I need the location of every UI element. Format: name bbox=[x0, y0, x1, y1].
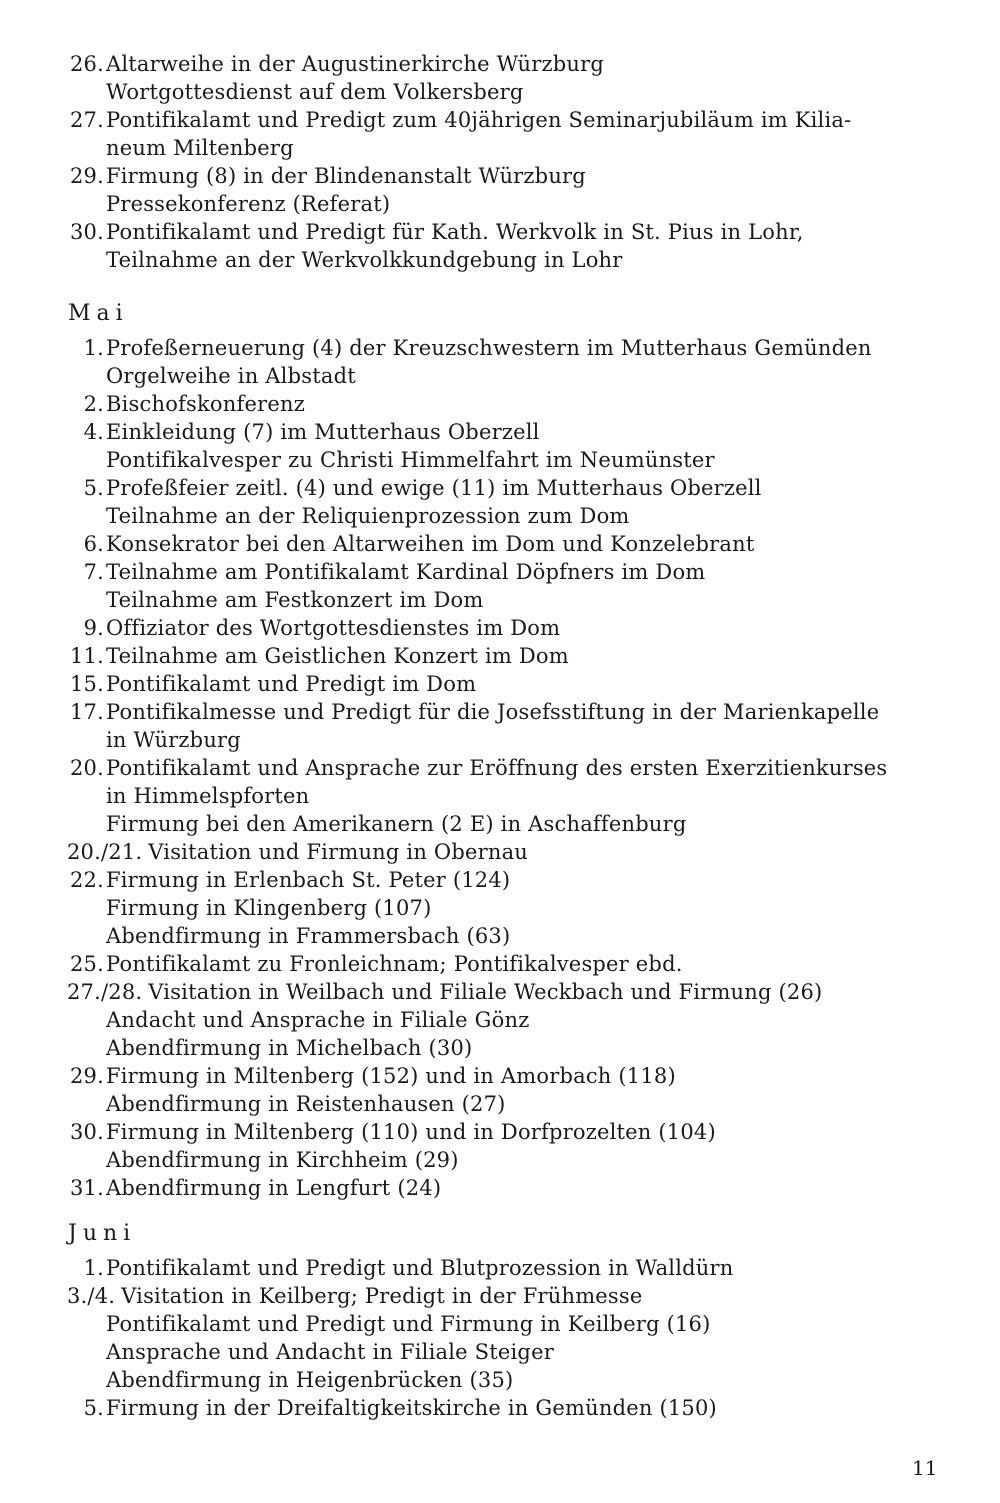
entry-date: 31. bbox=[70, 1176, 104, 1200]
entry-text: Profeßfeier zeitl. (4) und ewige (11) im Mutterhaus Oberzell bbox=[106, 476, 762, 500]
entry-text: Profeßerneuerung (4) der Kreuzschwestern im Mutterhaus Gemünden bbox=[106, 336, 872, 360]
entry-text: Orgelweihe in Albstadt bbox=[106, 364, 356, 388]
entry-date: 11. bbox=[70, 644, 104, 668]
entry-text: Einkleidung (7) im Mutterhaus Oberzell bbox=[106, 420, 540, 444]
list-item bbox=[62, 558, 942, 614]
entry-date: 1. bbox=[83, 1256, 104, 1280]
list-item bbox=[62, 1174, 942, 1202]
entry-date: 9. bbox=[83, 616, 104, 640]
entry-date: 30. bbox=[70, 220, 104, 244]
entry-text: Pontifikalamt und Predigt für Kath. Werkvolk in St. Pius in Lohr, bbox=[106, 220, 804, 244]
entry-text: Visitation in Keilberg; Predigt in der Frühmesse bbox=[121, 1284, 643, 1308]
entry-text: Abendfirmung in Frammersbach (63) bbox=[106, 924, 511, 948]
entry-date: 2. bbox=[83, 392, 104, 416]
entry-date: 26. bbox=[70, 52, 104, 76]
section-heading-juni: Juni bbox=[68, 1221, 137, 1246]
entry-text: Pontifikalamt und Predigt zum 40jährigen Seminarjubiläum im Kilia- bbox=[106, 108, 852, 132]
entry-text: in Himmelspforten bbox=[106, 784, 310, 808]
list-item bbox=[62, 474, 942, 530]
list-item bbox=[62, 838, 942, 866]
entry-text: Bischofskonferenz bbox=[106, 392, 305, 416]
entry-text: Firmung in Miltenberg (152) und in Amorbach (118) bbox=[106, 1064, 676, 1088]
entry-date: 7. bbox=[83, 560, 104, 584]
list-item bbox=[62, 1282, 942, 1394]
entry-text: Pontifikalamt und Predigt im Dom bbox=[106, 672, 477, 696]
entry-text: Visitation und Firmung in Obernau bbox=[148, 840, 529, 864]
april-entries bbox=[62, 50, 942, 274]
entry-date: 6. bbox=[83, 532, 104, 556]
entry-text: Abendfirmung in Heigenbrücken (35) bbox=[106, 1368, 514, 1392]
list-item bbox=[62, 390, 942, 418]
entry-text: Visitation in Weilbach und Filiale Weckbach und Firmung (26) bbox=[148, 980, 823, 1004]
list-item bbox=[62, 698, 942, 754]
entry-date: 5. bbox=[83, 1396, 104, 1420]
entry-text: Teilnahme an der Werkvolkkundgebung in Lohr bbox=[106, 248, 623, 272]
list-item bbox=[62, 1062, 942, 1118]
list-item bbox=[62, 334, 942, 390]
entry-text: Firmung in Miltenberg (110) und in Dorfprozelten (104) bbox=[106, 1120, 716, 1144]
entry-text: Pontifikalvesper zu Christi Himmelfahrt im Neumünster bbox=[106, 448, 715, 472]
list-item bbox=[62, 950, 942, 978]
list-item bbox=[62, 162, 942, 218]
list-item bbox=[62, 418, 942, 474]
entry-text: Abendfirmung in Kirchheim (29) bbox=[106, 1148, 459, 1172]
mai-entries bbox=[62, 334, 942, 1202]
entry-date: 3./4. bbox=[67, 1284, 116, 1308]
entry-text: Teilnahme an der Reliquienprozession zum Dom bbox=[106, 504, 630, 528]
entry-text: Pontifikalamt und Ansprache zur Eröffnung des ersten Exerzitienkurses bbox=[106, 756, 888, 780]
entry-date: 27. bbox=[70, 108, 104, 132]
list-item bbox=[62, 754, 942, 838]
list-item bbox=[62, 1254, 942, 1282]
entry-text: Andacht und Ansprache in Filiale Gönz bbox=[106, 1008, 530, 1032]
entry-text: Abendfirmung in Lengfurt (24) bbox=[106, 1176, 442, 1200]
entry-text: Firmung in Erlenbach St. Peter (124) bbox=[106, 868, 511, 892]
list-item bbox=[62, 218, 942, 274]
entry-date: 5. bbox=[83, 476, 104, 500]
page-number: 11 bbox=[912, 1456, 938, 1480]
entry-date: 27./28. bbox=[67, 980, 143, 1004]
entry-text: Ansprache und Andacht in Filiale Steiger bbox=[106, 1340, 554, 1364]
entry-text: Firmung (8) in der Blindenanstalt Würzburg bbox=[106, 164, 586, 188]
entry-text: Pressekonferenz (Referat) bbox=[106, 192, 391, 216]
entry-date: 1. bbox=[83, 336, 104, 360]
list-item bbox=[62, 614, 942, 642]
entry-text: Firmung bei den Amerikanern (2 E) in Aschaffenburg bbox=[106, 812, 687, 836]
entry-date: 15. bbox=[70, 672, 104, 696]
list-item bbox=[62, 530, 942, 558]
entry-text: Pontifikalamt und Predigt und Blutprozession in Walldürn bbox=[106, 1256, 734, 1280]
entry-date: 20./21. bbox=[67, 840, 143, 864]
list-item bbox=[62, 1394, 942, 1422]
entry-text: Teilnahme am Festkonzert im Dom bbox=[106, 588, 484, 612]
entry-text: Wortgottesdienst auf dem Volkersberg bbox=[106, 80, 524, 104]
entry-text: Firmung in Klingenberg (107) bbox=[106, 896, 432, 920]
entry-text: Konsekrator bei den Altarweihen im Dom und Konzelebrant bbox=[106, 532, 755, 556]
entry-date: 22. bbox=[70, 868, 104, 892]
list-item bbox=[62, 106, 942, 162]
entry-text: in Würzburg bbox=[106, 728, 241, 752]
entry-text: Teilnahme am Pontifikalamt Kardinal Döpfners im Dom bbox=[106, 560, 706, 584]
entry-date: 25. bbox=[70, 952, 104, 976]
list-item bbox=[62, 1118, 942, 1174]
list-item bbox=[62, 642, 942, 670]
list-item bbox=[62, 670, 942, 698]
section-heading-mai: Mai bbox=[68, 301, 129, 326]
entry-text: Abendfirmung in Michelbach (30) bbox=[106, 1036, 473, 1060]
entry-date: 29. bbox=[70, 1064, 104, 1088]
juni-entries bbox=[62, 1254, 942, 1422]
entry-date: 17. bbox=[70, 700, 104, 724]
entry-date: 29. bbox=[70, 164, 104, 188]
entry-text: Firmung in der Dreifaltigkeitskirche in Gemünden (150) bbox=[106, 1396, 717, 1420]
entry-date: 4. bbox=[83, 420, 104, 444]
list-item bbox=[62, 978, 942, 1062]
entry-date: 30. bbox=[70, 1120, 104, 1144]
entry-text: Teilnahme am Geistlichen Konzert im Dom bbox=[106, 644, 569, 668]
entry-text: Pontifikalamt und Predigt und Firmung in Keilberg (16) bbox=[106, 1312, 711, 1336]
entry-text: Altarweihe in der Augustinerkirche Würzburg bbox=[106, 52, 604, 76]
list-item bbox=[62, 866, 942, 950]
entry-text: Abendfirmung in Reistenhausen (27) bbox=[106, 1092, 506, 1116]
entry-date: 20. bbox=[70, 756, 104, 780]
entry-text: neum Miltenberg bbox=[106, 136, 294, 160]
entry-text: Pontifikalmesse und Predigt für die Josefsstiftung in der Marienkapelle bbox=[106, 700, 880, 724]
entry-text: Pontifikalamt zu Fronleichnam; Pontifikalvesper ebd. bbox=[106, 952, 683, 976]
entry-text: Offiziator des Wortgottesdienstes im Dom bbox=[106, 616, 561, 640]
list-item bbox=[62, 50, 942, 106]
